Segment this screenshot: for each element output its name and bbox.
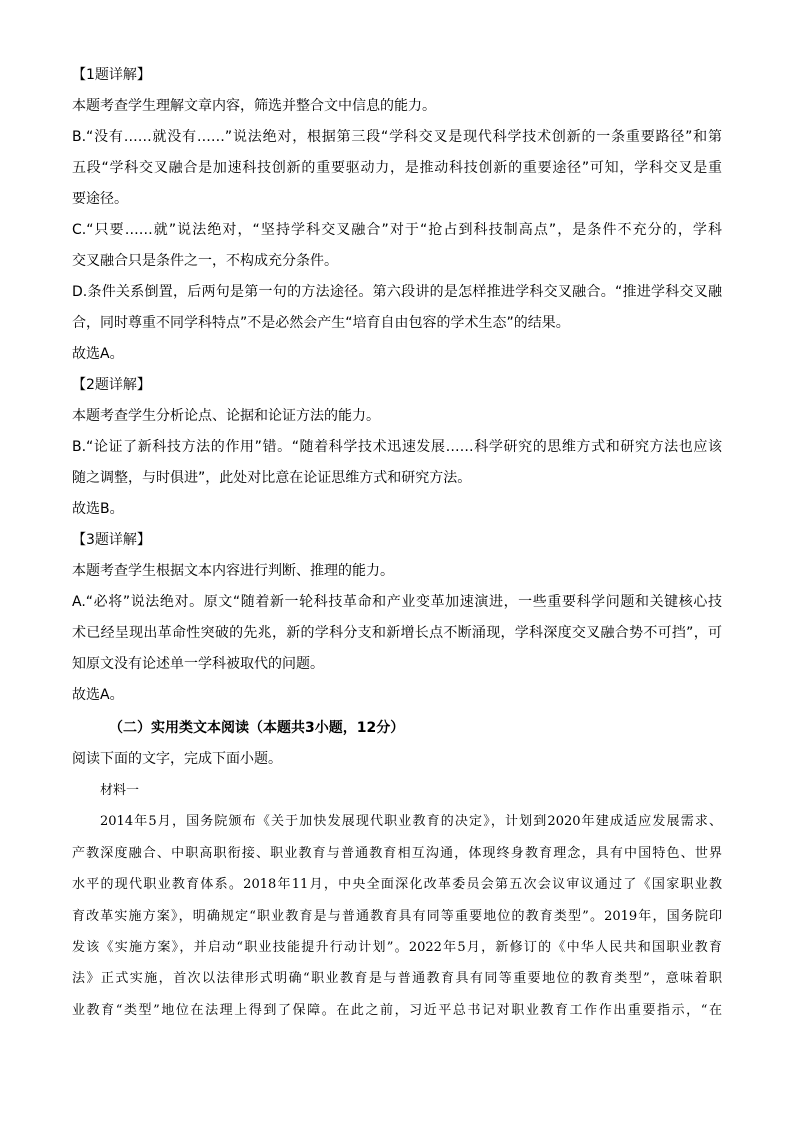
q2-intro: 本题考查学生分析论点、论据和论证方法的能力。 (72, 408, 380, 424)
material-line: 产教深度融合、中职高职衔接、职业教育与普通教育相互沟通，体现终身教育理念，具有中国特色、世界 (72, 845, 722, 861)
material-line: 法》正式实施，首次以法律形式明确“职业教育是与普通教育具有同等重要地位的教育类型”，意味着职 (72, 971, 722, 987)
q1-heading: 【1题详解】 (72, 67, 151, 83)
q3-intro: 本题考查学生根据文本内容进行判断、推理的能力。 (72, 563, 394, 579)
q2-answer: 故选B。 (72, 501, 124, 517)
q3-answer: 故选A。 (72, 687, 124, 703)
material-label: 材料一 (100, 783, 140, 798)
section-practical-reading (72, 713, 722, 775)
q2-option-b-line: B.“论证了新科技方法的作用”错。“随着科学技术迅速发展……科学研究的思维方式和研究方法也应该 (72, 439, 722, 455)
q1-option-c-line: 交叉融合只是条件之一，不构成充分条件。 (72, 253, 338, 269)
material-line: 水平的现代职业教育体系。2018年11月，中央全面深化改革委员会第五次会议审议通过了《国家职业教 (72, 877, 722, 893)
q1-option-b-line: 五段“学科交叉融合是加速科技创新的重要驱动力，是推动科技创新的重要途径”可知，学科交叉是重 (72, 160, 722, 176)
section-title: （二）实用类文本阅读（本题共3小题，12分） (109, 720, 405, 736)
q3-option-a-line: 知原文没有论述单一学科被取代的问题。 (72, 656, 324, 672)
document-page (72, 60, 722, 1026)
q3-option-a-line: 术已经呈现出革命性突破的先兆，新的学科分支和新增长点不断涌现，学科深度交叉融合势不可挡”，可 (72, 625, 722, 641)
q3-heading: 【3题详解】 (72, 532, 151, 548)
q1-option-b-line: 要途径。 (72, 191, 128, 207)
q3-explanation (72, 525, 722, 711)
q2-explanation (72, 370, 722, 525)
material-line: 育改革实施方案》，明确规定“职业教育是与普通教育具有同等重要地位的教育类型”。2019年，国务院印 (72, 908, 722, 924)
q1-option-b-line: B.“没有……就没有……”说法绝对，根据第三段“学科交叉是现代科学技术创新的一条重要路径”和第 (72, 129, 722, 145)
section-instruction: 阅读下面的文字，完成下面小题。 (72, 751, 282, 767)
material-line: 业教育“类型”地位在法理上得到了保障。在此之前，习近平总书记对职业教育工作作出重要指示，“在 (72, 1002, 722, 1018)
q1-option-c-line: C.“只要……就”说法绝对，“坚持学科交叉融合”对于“抢占到科技制高点”，是条件不充分的，学科 (72, 222, 722, 238)
material-line: 2014年5月，国务院颁布《关于加快发展现代职业教育的决定》，计划到2020年建成适应发展需求、 (100, 814, 722, 830)
q1-intro: 本题考查学生理解文章内容，筛选并整合文中信息的能力。 (72, 98, 436, 114)
q3-option-a-line: A.“必将”说法绝对。原文“随着新一轮科技革命和产业变革加速演进，一些重要科学问题和关键核心技 (72, 594, 722, 610)
material-one (72, 775, 722, 1026)
q1-option-d-line: 合，同时尊重不同学科特点”不是必然会产生“培育自由包容的学术生态”的结果。 (72, 315, 570, 331)
q1-answer: 故选A。 (72, 346, 124, 362)
material-line: 发该《实施方案》，并启动“职业技能提升行动计划”。2022年5月，新修订的《中华人民共和国职业教育 (72, 940, 722, 956)
q2-heading: 【2题详解】 (72, 377, 151, 393)
q1-explanation (72, 60, 722, 370)
q2-option-b-line: 随之调整，与时俱进”，此处对比意在论证思维方式和研究方法。 (72, 470, 472, 486)
q1-option-d-line: D.条件关系倒置，后两句是第一句的方法途径。第六段讲的是怎样推进学科交叉融合。“推进学科交叉融 (72, 284, 722, 300)
